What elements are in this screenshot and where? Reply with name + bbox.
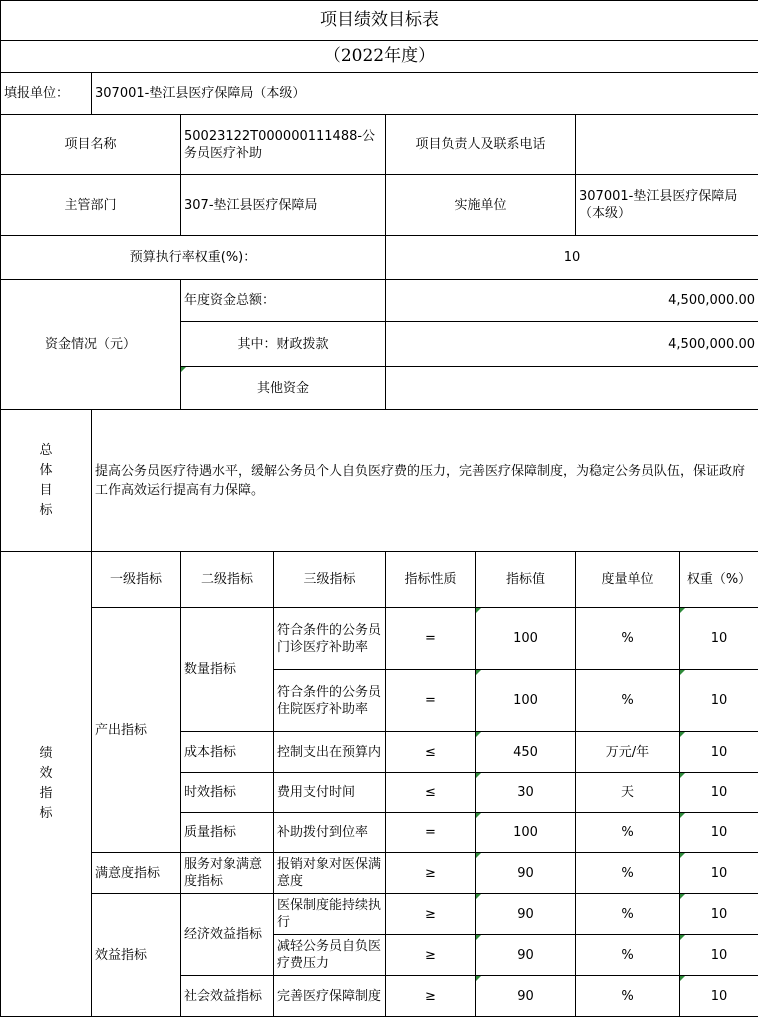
perf-label-char: 绩 (39, 746, 53, 761)
funds-fiscal-value: 4,500,000.00 (386, 322, 758, 367)
row-weight: 10 (680, 670, 758, 732)
project-name-label: 项目名称 (1, 115, 181, 175)
budget-weight-value: 10 (386, 236, 758, 280)
subgroup-service: 服务对象满意度指标 (181, 853, 274, 894)
row-indicator: 费用支付时间 (274, 773, 386, 813)
subgroup-quality: 质量指标 (181, 813, 274, 853)
row-nature: ≥ (386, 976, 476, 1017)
row-weight: 10 (680, 935, 758, 976)
row-nature: ≤ (386, 773, 476, 813)
funds-total-value: 4,500,000.00 (386, 280, 758, 322)
row-weight: 10 (680, 732, 758, 773)
row-value: 90 (476, 935, 576, 976)
header-level2: 二级指标 (181, 552, 274, 608)
group-satisfaction: 满意度指标 (92, 853, 181, 894)
subgroup-economic: 经济效益指标 (181, 894, 274, 976)
row-indicator: 医保制度能持续执行 (274, 894, 386, 935)
header-level1: 一级指标 (92, 552, 181, 608)
row-value: 450 (476, 732, 576, 773)
row-nature: ≥ (386, 853, 476, 894)
overall-goal-text: 提高公务员医疗待遇水平，缓解公务员个人自负医疗费的压力，完善医疗保障制度，为稳定公务员队伍，保证政府工作高效运行提高有力保障。 (92, 410, 758, 552)
funds-label: 资金情况（元） (1, 280, 181, 410)
funds-total-label: 年度资金总额： (181, 280, 386, 322)
row-value: 90 (476, 976, 576, 1017)
perf-label-char: 指 (39, 786, 53, 801)
budget-weight-label: 预算执行率权重(%)： (1, 236, 386, 280)
impl-unit-label: 实施单位 (386, 175, 576, 236)
row-unit: % (576, 813, 680, 853)
row-weight: 10 (680, 813, 758, 853)
project-contact-value (576, 115, 758, 175)
project-contact-label: 项目负责人及联系电话 (386, 115, 576, 175)
overall-goal-char: 体 (39, 462, 53, 478)
header-weight: 权重（%） (680, 552, 758, 608)
row-indicator: 符合条件的公务员住院医疗补助率 (274, 670, 386, 732)
header-nature: 指标性质 (386, 552, 476, 608)
overall-goal-label (1, 410, 92, 552)
row-nature: ≥ (386, 935, 476, 976)
group-output: 产出指标 (92, 608, 181, 853)
row-value: 100 (476, 813, 576, 853)
header-level3: 三级指标 (274, 552, 386, 608)
row-indicator: 报销对象对医保满意度 (274, 853, 386, 894)
subgroup-quantity: 数量指标 (181, 608, 274, 732)
row-unit: % (576, 670, 680, 732)
row-indicator: 减轻公务员自负医疗费压力 (274, 935, 386, 976)
row-nature: = (386, 608, 476, 670)
row-unit: % (576, 935, 680, 976)
row-weight: 10 (680, 773, 758, 813)
row-value: 90 (476, 853, 576, 894)
page-title: 项目绩效目标表 (1, 1, 758, 41)
row-indicator: 符合条件的公务员门诊医疗补助率 (274, 608, 386, 670)
performance-indicators-label (1, 552, 92, 1017)
funds-other-label: 其他资金 (181, 367, 386, 410)
row-unit: % (576, 853, 680, 894)
overall-goal-char: 目 (39, 482, 53, 498)
subgroup-cost: 成本指标 (181, 732, 274, 773)
row-value: 100 (476, 670, 576, 732)
row-nature: = (386, 813, 476, 853)
row-weight: 10 (680, 976, 758, 1017)
row-indicator: 补助拨付到位率 (274, 813, 386, 853)
dept-value: 307-垫江县医疗保障局 (181, 175, 386, 236)
funds-other-value (386, 367, 758, 410)
overall-goal-char: 标 (39, 502, 53, 518)
year-label: （2022年度） (1, 41, 758, 73)
row-unit: % (576, 608, 680, 670)
row-nature: = (386, 670, 476, 732)
row-unit: 天 (576, 773, 680, 813)
group-benefit: 效益指标 (92, 894, 181, 1017)
project-name-value: 50023122T000000111488-公务员医疗补助 (181, 115, 386, 175)
subgroup-time: 时效指标 (181, 773, 274, 813)
row-nature: ≤ (386, 732, 476, 773)
filing-unit-value: 307001-垫江县医疗保障局（本级） (92, 73, 758, 115)
subgroup-social: 社会效益指标 (181, 976, 274, 1017)
row-unit: 万元/年 (576, 732, 680, 773)
funds-fiscal-label: 其中：财政拨款 (181, 322, 386, 367)
row-indicator: 控制支出在预算内 (274, 732, 386, 773)
perf-label-char: 效 (39, 766, 53, 781)
dept-label: 主管部门 (1, 175, 181, 236)
header-unit: 度量单位 (576, 552, 680, 608)
row-weight: 10 (680, 853, 758, 894)
row-indicator: 完善医疗保障制度 (274, 976, 386, 1017)
overall-goal-char: 总 (39, 442, 53, 458)
header-value: 指标值 (476, 552, 576, 608)
perf-label-char: 标 (39, 806, 53, 821)
row-value: 100 (476, 608, 576, 670)
row-nature: ≥ (386, 894, 476, 935)
row-unit: % (576, 976, 680, 1017)
row-weight: 10 (680, 608, 758, 670)
row-value: 90 (476, 894, 576, 935)
filing-unit-label: 填报单位： (1, 73, 92, 115)
row-value: 30 (476, 773, 576, 813)
row-weight: 10 (680, 894, 758, 935)
row-unit: % (576, 894, 680, 935)
impl-unit-value: 307001-垫江县医疗保障局（本级） (576, 175, 758, 236)
